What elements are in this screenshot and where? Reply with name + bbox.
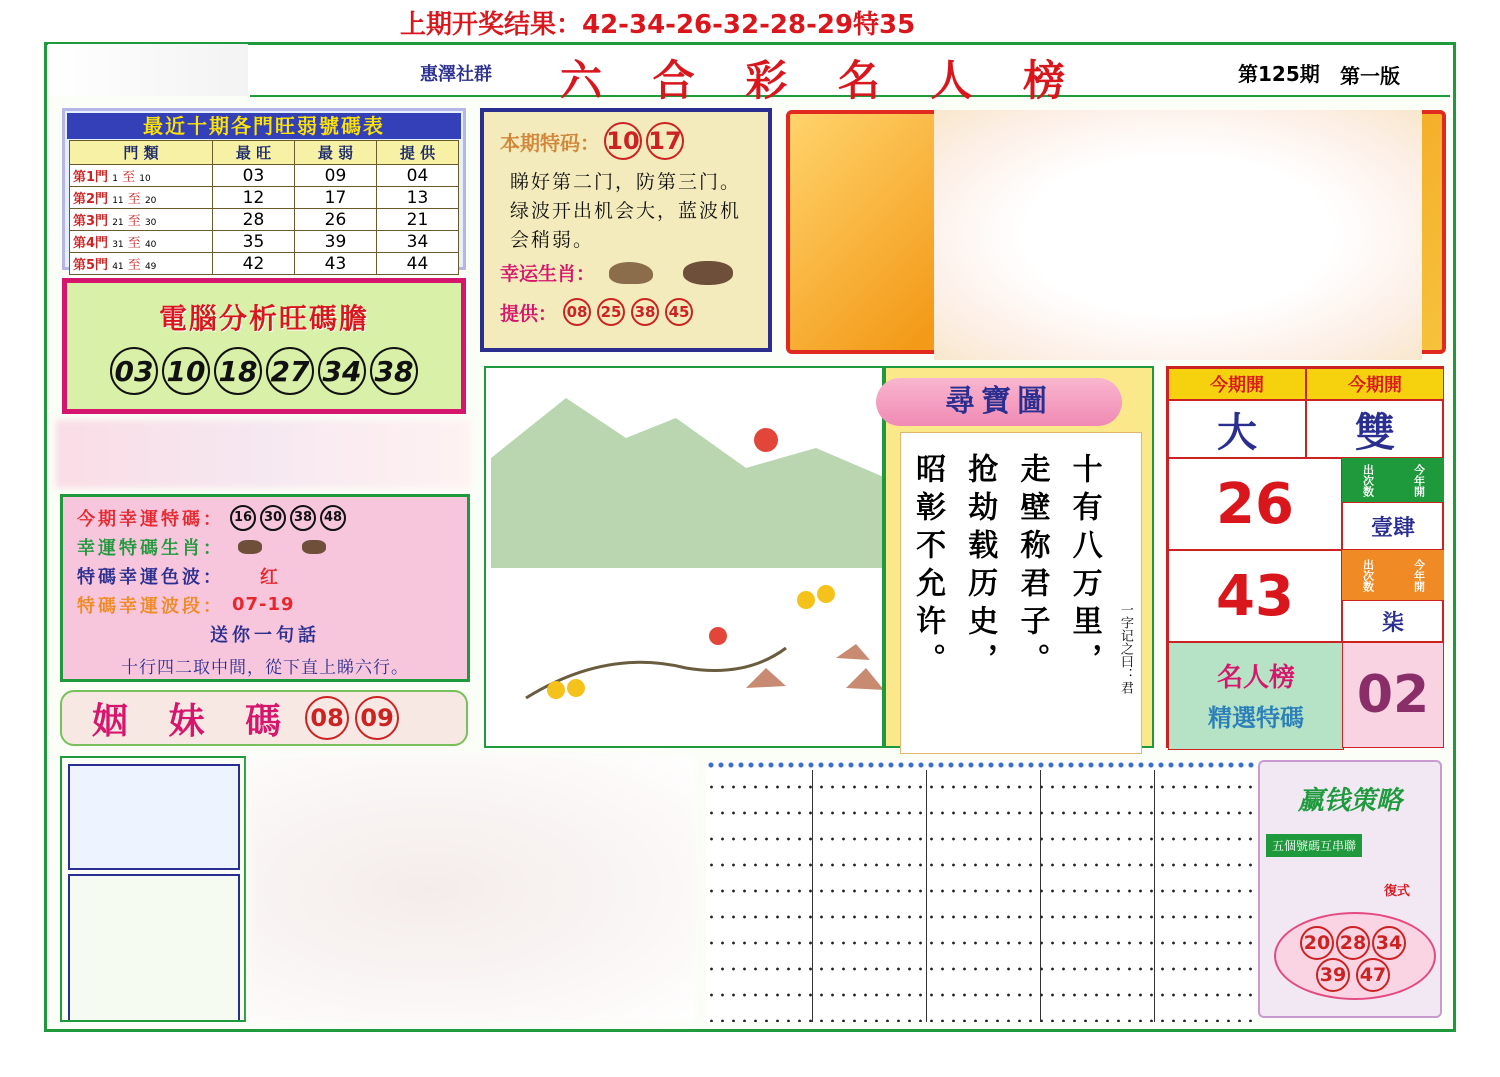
famous-label: 名人榜: [1216, 663, 1295, 693]
bottom-left-frame: [60, 756, 246, 1022]
number-ball: 27: [266, 347, 314, 395]
provide-number: 08: [563, 298, 591, 326]
treasure-panel: [884, 366, 1154, 748]
lucky-number: 30: [260, 505, 286, 531]
big-small-value: 大: [1168, 400, 1306, 458]
special-code-panel: [480, 108, 772, 352]
number-ball: 18: [214, 347, 262, 395]
tag-value-2: 柒: [1342, 600, 1444, 642]
special-label: 本期特码：: [500, 130, 600, 155]
grid-dots: [706, 774, 1256, 1022]
famous-box: [1168, 642, 1344, 750]
lucky-panel: [60, 494, 470, 682]
strategy-number: 28: [1336, 926, 1370, 960]
number-ball: 38: [370, 347, 418, 395]
lucky-color: 红: [260, 566, 281, 588]
last-result: 上期开奖结果：42-34-26-32-28-29特35: [400, 10, 916, 40]
lucky-label-4: 特碼幸運波段：: [77, 595, 224, 617]
number-ball: 10: [162, 347, 210, 395]
table-row: 第1門 1 至 10 03 09 04: [70, 165, 459, 187]
special-text: 睇好第二门，防第三门。绿波开出机会大，蓝波机会稍弱。: [510, 171, 742, 251]
col-give: 提 供: [377, 141, 459, 165]
table-row: 第3門 21 至 30 28 26 21: [70, 209, 459, 231]
lucky-number: 38: [290, 505, 316, 531]
ten-period-panel: [62, 108, 466, 274]
lucky-label-3: 特碼幸運色波：: [77, 566, 224, 588]
odd-even-value: 雙: [1306, 400, 1444, 458]
poem-column: 十有八万里，: [1066, 453, 1102, 681]
col-max: 最 旺: [213, 141, 295, 165]
computer-analysis-numbers: [67, 347, 461, 395]
lucky-label-1: 今期幸運特碼：: [77, 508, 224, 530]
sentence: 十行四二取中間，從下直上睇六行。: [121, 658, 409, 678]
group-name: 惠澤社群: [420, 64, 492, 85]
provide-number: 38: [631, 298, 659, 326]
tag-box-1: [1342, 458, 1444, 502]
strategy-title: 赢钱策略: [1297, 786, 1402, 816]
special-number: 17: [646, 122, 684, 160]
header-cell-2: 今期開: [1306, 368, 1444, 400]
pig-icon: [683, 261, 733, 285]
tag-box-2: [1342, 550, 1444, 600]
sister-label: 姻 妹 碼: [92, 699, 296, 742]
table-row: 第4門 31 至 40 35 39 34: [70, 231, 459, 253]
treasure-title: 尋寶圖: [876, 378, 1122, 426]
table-row: 第2門 11 至 20 12 17 13: [70, 187, 459, 209]
provide-label: 提供：: [500, 302, 558, 325]
tag-year: 今年開: [1412, 463, 1426, 497]
provide-number: 25: [597, 298, 625, 326]
strategy-number: 20: [1300, 926, 1334, 960]
col-door: 門 類: [70, 141, 213, 165]
number-43: 43: [1168, 550, 1342, 642]
special-number: 10: [604, 122, 642, 160]
tag-count: 出次数: [1361, 463, 1375, 497]
blurred-middle: [250, 756, 696, 1022]
ox-icon: [238, 540, 262, 554]
grid-divider: [1154, 770, 1155, 1022]
lucky-range: 07-19: [232, 594, 295, 615]
grid-divider: [1040, 770, 1041, 1022]
grid-divider: [926, 770, 927, 1022]
lucky-number: 48: [320, 505, 346, 531]
poem-column: 抢劫载历史，: [962, 453, 998, 681]
dot-grid: [706, 760, 1256, 1022]
landscape-svg: [486, 368, 884, 748]
blurred-overlay: [934, 110, 1422, 360]
sister-panel: [60, 690, 468, 746]
provide-number: 45: [665, 298, 693, 326]
number-26: 26: [1168, 458, 1342, 550]
strategy-subtitle: 五個號碼互串聯: [1266, 834, 1362, 857]
strategy-number: 34: [1372, 926, 1406, 960]
table-row: 第5門 41 至 49 42 43 44: [70, 253, 459, 275]
issue-number: 第125期: [1238, 62, 1320, 86]
open-result-panel: [1166, 366, 1444, 748]
treasure-paper: [900, 432, 1142, 754]
tag-year: 今年開: [1412, 558, 1426, 592]
lucky-label-2: 幸運特碼生肖：: [77, 537, 224, 559]
ten-period-table: [69, 140, 459, 275]
zodiac-label: 幸运生肖：: [500, 263, 596, 285]
number-ball: 34: [318, 347, 366, 395]
strategy-number: 39: [1316, 958, 1350, 992]
tag-count: 出次数: [1361, 558, 1375, 592]
computer-analysis-title: 電腦分析旺碼膽: [158, 302, 369, 335]
famous-sub: 精選特碼: [1208, 704, 1304, 732]
lucky-number: 16: [230, 505, 256, 531]
landscape-picture: [484, 366, 884, 748]
ten-period-title: 最近十期各門旺弱號碼表: [67, 113, 461, 139]
famous-number: 02: [1342, 642, 1444, 748]
sentence-title: 送你一句話: [210, 625, 320, 646]
strategy-number: 47: [1356, 958, 1390, 992]
sister-number: 09: [355, 696, 399, 740]
ox-icon: [302, 540, 326, 554]
poem-side-note: 一字记之曰：君: [1117, 603, 1133, 694]
header-blur: [48, 44, 248, 96]
strategy-panel: [1258, 760, 1442, 1018]
computer-analysis-panel: [62, 278, 466, 414]
grid-dots-top: [706, 760, 1256, 770]
edition-label: 第一版: [1340, 64, 1400, 88]
header-cell-1: 今期開: [1168, 368, 1306, 400]
page-title: 六 合 彩 名 人 榜: [560, 56, 1084, 105]
strategy-fushi: 復式: [1384, 884, 1411, 899]
poem-column: 昭彰不允许。: [910, 453, 946, 681]
rabbit-icon: [609, 262, 653, 284]
col-min: 最 弱: [295, 141, 377, 165]
sister-number: 08: [305, 696, 349, 740]
grid-divider: [812, 770, 813, 1022]
number-ball: 03: [110, 347, 158, 395]
tag-value-1: 壹肆: [1342, 502, 1444, 550]
blurred-banner: [56, 420, 470, 488]
poem-column: 走壁称君子。: [1014, 453, 1050, 681]
